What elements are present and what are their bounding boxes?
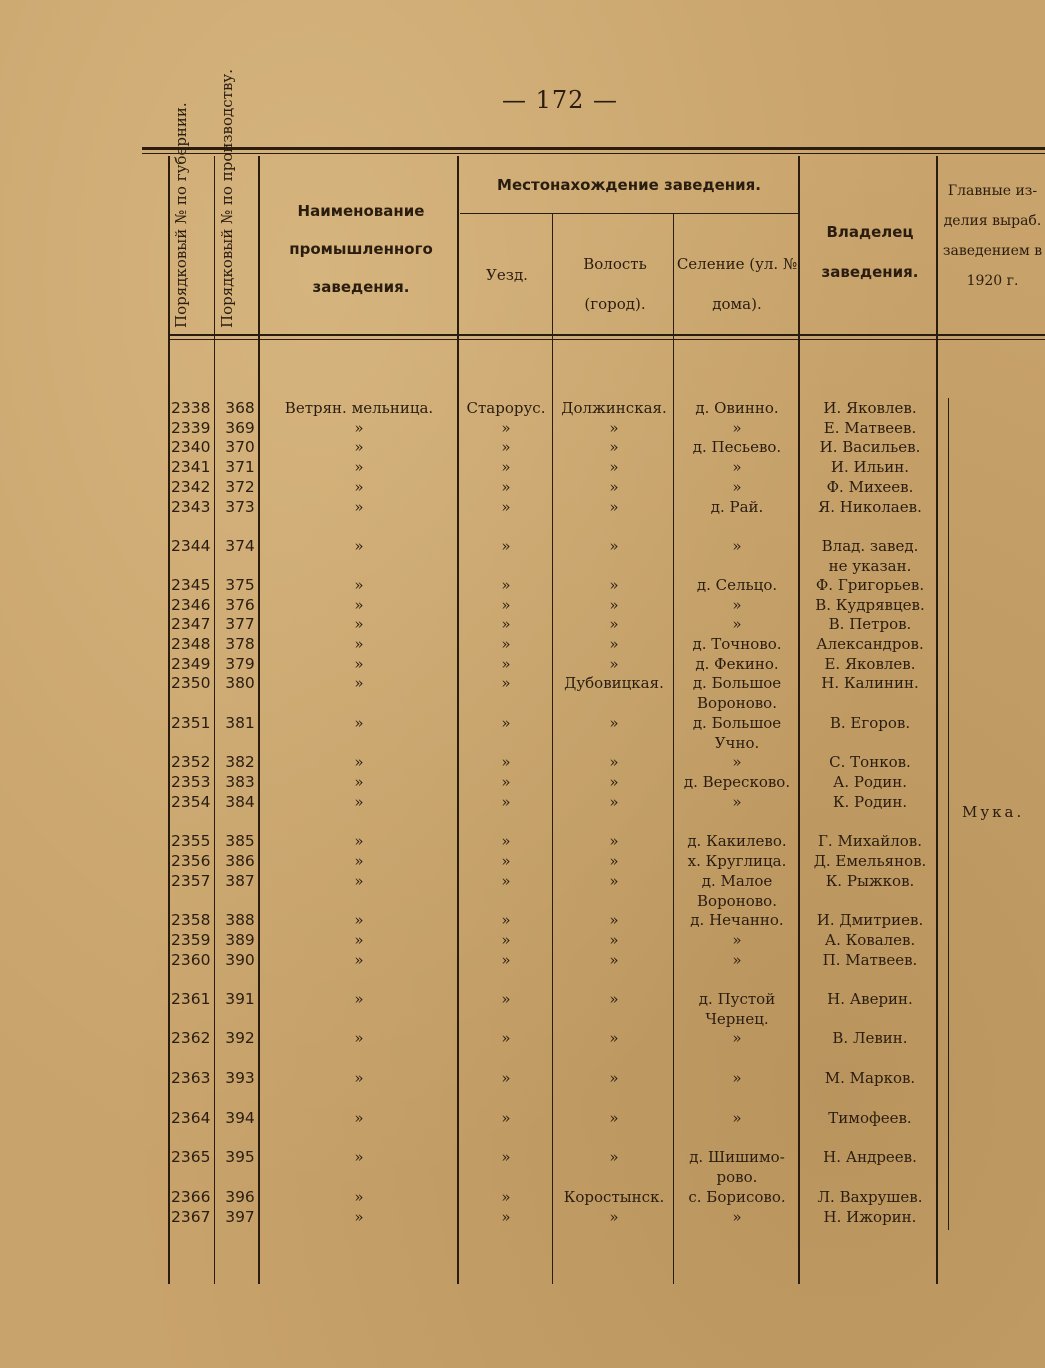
- cell-prod-no: 385: [225, 832, 255, 850]
- cell-volost: »: [609, 635, 619, 653]
- col-line-5: [552, 214, 553, 1284]
- cell-prod-no: 394: [225, 1109, 255, 1127]
- cell-volost: »: [609, 1029, 619, 1047]
- cell-gub-no: 2338: [171, 399, 211, 417]
- cell-owner: А. Ковалев.: [824, 931, 916, 949]
- cell-name: »: [354, 773, 364, 791]
- cell-volost: »: [609, 596, 619, 614]
- cell-prod-no: 375: [225, 576, 255, 594]
- cell-prod-no: 392: [225, 1029, 255, 1047]
- cell-uezd: »: [501, 832, 511, 850]
- cell-volost: »: [609, 1109, 619, 1127]
- col-line-7: [798, 156, 800, 1284]
- cell-selenie: х. Круглица.: [687, 852, 787, 870]
- cell-uezd: »: [501, 478, 511, 496]
- header-gub-no-text: Порядковый № по губернии.: [172, 102, 190, 328]
- cell-selenie: д. Рай.: [710, 498, 764, 516]
- cell-prod-no: 388: [225, 911, 255, 929]
- cell-prod-no: 376: [225, 596, 255, 614]
- cell-prod-no: 379: [225, 655, 255, 673]
- cell-owner-cont: не указан.: [828, 557, 912, 575]
- cell-name: »: [354, 419, 364, 437]
- table-top-rule: [142, 147, 1045, 150]
- cell-name: »: [354, 458, 364, 476]
- cell-owner: Ф. Григорьев.: [815, 576, 925, 594]
- cell-name: »: [354, 1109, 364, 1127]
- cell-gub-no: 2352: [171, 753, 211, 771]
- cell-volost: »: [609, 419, 619, 437]
- cell-volost: »: [609, 911, 619, 929]
- header-products: Главные из-делия выраб. заведением в 1920 г.: [942, 183, 1043, 289]
- cell-uezd: »: [501, 576, 511, 594]
- header-prod-no: [218, 69, 236, 328]
- cell-selenie: »: [732, 478, 742, 496]
- cell-uezd: »: [501, 714, 511, 732]
- cell-prod-no: 373: [225, 498, 255, 516]
- products-brace: [940, 398, 949, 1230]
- cell-uezd: »: [501, 773, 511, 791]
- cell-selenie: д. Овинно.: [695, 399, 779, 417]
- cell-owner: Александров.: [816, 635, 924, 653]
- cell-gub-no: 2342: [171, 478, 211, 496]
- header-uezd: Уезд.: [486, 266, 528, 284]
- cell-selenie: д. Пустой: [698, 990, 776, 1008]
- cell-gub-no: 2345: [171, 576, 211, 594]
- cell-gub-no: 2362: [171, 1029, 211, 1047]
- location-subheader-rule: [460, 213, 798, 214]
- cell-volost: »: [609, 615, 619, 633]
- cell-gub-no: 2341: [171, 458, 211, 476]
- cell-uezd: »: [501, 498, 511, 516]
- cell-uezd: »: [501, 1069, 511, 1087]
- cell-gub-no: 2365: [171, 1148, 211, 1166]
- col-line-6: [673, 214, 674, 1284]
- cell-volost: »: [609, 951, 619, 969]
- cell-name: »: [354, 635, 364, 653]
- cell-gub-no: 2361: [171, 990, 211, 1008]
- cell-owner: Е. Матвеев.: [823, 419, 917, 437]
- cell-volost: Дубовицкая.: [564, 674, 664, 692]
- cell-volost: »: [609, 990, 619, 1008]
- cell-name: »: [354, 596, 364, 614]
- cell-owner: Ф. Михеев.: [826, 478, 914, 496]
- cell-selenie: »: [732, 419, 742, 437]
- cell-uezd: »: [501, 753, 511, 771]
- cell-prod-no: 371: [225, 458, 255, 476]
- cell-prod-no: 389: [225, 931, 255, 949]
- cell-owner: Н. Андреев.: [823, 1148, 917, 1166]
- cell-selenie: д. Большое: [692, 714, 782, 732]
- cell-prod-no: 386: [225, 852, 255, 870]
- cell-prod-no: 381: [225, 714, 255, 732]
- cell-selenie: »: [732, 1109, 742, 1127]
- cell-owner: Д. Емельянов.: [813, 852, 927, 870]
- cell-owner: Н. Ижорин.: [823, 1208, 917, 1226]
- cell-owner: И. Дмитриев.: [816, 911, 924, 929]
- cell-name: »: [354, 872, 364, 890]
- cell-selenie: »: [732, 951, 742, 969]
- cell-gub-no: 2357: [171, 872, 211, 890]
- cell-selenie: »: [732, 1069, 742, 1087]
- cell-name: »: [354, 990, 364, 1008]
- cell-gub-no: 2347: [171, 615, 211, 633]
- cell-selenie: »: [732, 753, 742, 771]
- cell-gub-no: 2351: [171, 714, 211, 732]
- cell-gub-no: 2360: [171, 951, 211, 969]
- cell-volost: »: [609, 852, 619, 870]
- cell-selenie: д. Какилево.: [687, 832, 787, 850]
- cell-name: »: [354, 931, 364, 949]
- cell-selenie: д. Большое: [692, 674, 782, 692]
- cell-volost: Коростынск.: [563, 1188, 665, 1206]
- products-value: Мука.: [962, 803, 1025, 821]
- header-prod-no-text: Порядковый № по производству.: [218, 69, 236, 328]
- cell-selenie: д. Сельцо.: [696, 576, 778, 594]
- cell-name: »: [354, 615, 364, 633]
- cell-uezd: »: [501, 793, 511, 811]
- header-name: Наименование промышленного заведения.: [289, 202, 433, 296]
- cell-selenie: »: [732, 931, 742, 949]
- cell-uezd: »: [501, 537, 511, 555]
- cell-uezd: »: [501, 872, 511, 890]
- cell-owner: К. Родин.: [832, 793, 908, 811]
- cell-volost: »: [609, 498, 619, 516]
- cell-gub-no: 2353: [171, 773, 211, 791]
- cell-selenie: »: [732, 615, 742, 633]
- cell-owner: Влад. завед.: [821, 537, 919, 555]
- cell-gub-no: 2359: [171, 931, 211, 949]
- cell-gub-no: 2350: [171, 674, 211, 692]
- cell-name: »: [354, 438, 364, 456]
- cell-prod-no: 369: [225, 419, 255, 437]
- cell-owner: Е. Яковлев.: [824, 655, 916, 673]
- cell-uezd: »: [501, 1109, 511, 1127]
- cell-gub-no: 2346: [171, 596, 211, 614]
- cell-volost: Должинская.: [561, 399, 667, 417]
- header-bottom-rule: [168, 334, 1045, 336]
- header-volost: Волость (город).: [583, 255, 647, 313]
- cell-volost: »: [609, 478, 619, 496]
- header-gub-no: [172, 102, 190, 328]
- cell-prod-no: 368: [225, 399, 255, 417]
- cell-name: »: [354, 753, 364, 771]
- cell-uezd: »: [501, 852, 511, 870]
- cell-uezd: »: [501, 1029, 511, 1047]
- cell-prod-no: 372: [225, 478, 255, 496]
- cell-volost: »: [609, 714, 619, 732]
- cell-volost: »: [609, 438, 619, 456]
- col-line-4: [457, 156, 459, 1284]
- cell-prod-no: 378: [225, 635, 255, 653]
- col-line-1: [168, 156, 170, 1284]
- cell-gub-no: 2344: [171, 537, 211, 555]
- cell-owner: В. Петров.: [828, 615, 912, 633]
- cell-selenie: д. Точново.: [692, 635, 782, 653]
- cell-name: »: [354, 1188, 364, 1206]
- cell-uezd: »: [501, 1188, 511, 1206]
- cell-name: »: [354, 1208, 364, 1226]
- cell-name: »: [354, 911, 364, 929]
- cell-uezd: »: [501, 438, 511, 456]
- cell-gub-no: 2364: [171, 1109, 211, 1127]
- cell-uezd: »: [501, 419, 511, 437]
- cell-name: »: [354, 498, 364, 516]
- cell-volost: »: [609, 1148, 619, 1166]
- cell-uezd: »: [501, 931, 511, 949]
- cell-prod-no: 384: [225, 793, 255, 811]
- cell-owner: Тимофеев.: [828, 1109, 912, 1127]
- cell-gub-no: 2348: [171, 635, 211, 653]
- cell-name: »: [354, 852, 364, 870]
- cell-owner: М. Марков.: [824, 1069, 916, 1087]
- cell-selenie: д. Фекино.: [695, 655, 779, 673]
- cell-gub-no: 2354: [171, 793, 211, 811]
- table-top-rule-thin: [142, 153, 1045, 154]
- cell-name: »: [354, 674, 364, 692]
- cell-selenie: »: [732, 596, 742, 614]
- cell-uezd: »: [501, 635, 511, 653]
- cell-volost: »: [609, 872, 619, 890]
- cell-volost: »: [609, 537, 619, 555]
- cell-uezd: »: [501, 1148, 511, 1166]
- cell-owner: В. Левин.: [832, 1029, 908, 1047]
- cell-selenie: д. Вересково.: [683, 773, 791, 791]
- cell-selenie: д. Нечанно.: [690, 911, 784, 929]
- header-bottom-rule-thin: [168, 339, 1045, 340]
- cell-uezd: »: [501, 990, 511, 1008]
- cell-owner: Г. Михайлов.: [818, 832, 922, 850]
- cell-selenie-cont: рово.: [716, 1168, 758, 1186]
- cell-selenie: »: [732, 458, 742, 476]
- cell-gub-no: 2349: [171, 655, 211, 673]
- cell-selenie: д. Шишимо-: [689, 1148, 785, 1166]
- cell-name: »: [354, 537, 364, 555]
- cell-name: »: [354, 714, 364, 732]
- cell-selenie: »: [732, 793, 742, 811]
- cell-gub-no: 2356: [171, 852, 211, 870]
- cell-prod-no: 391: [225, 990, 255, 1008]
- cell-gub-no: 2363: [171, 1069, 211, 1087]
- header-owner: Владелец заведения.: [821, 223, 919, 281]
- cell-prod-no: 397: [225, 1208, 255, 1226]
- cell-prod-no: 390: [225, 951, 255, 969]
- cell-selenie: д. Малое: [701, 872, 773, 890]
- cell-volost: »: [609, 1208, 619, 1226]
- cell-selenie: с. Борисово.: [688, 1188, 786, 1206]
- cell-owner: И. Яковлев.: [823, 399, 917, 417]
- header-selenie: Селение (ул. № дома).: [676, 255, 798, 313]
- cell-prod-no: 393: [225, 1069, 255, 1087]
- cell-volost: »: [609, 576, 619, 594]
- cell-name: »: [354, 576, 364, 594]
- cell-name: »: [354, 951, 364, 969]
- cell-name: »: [354, 655, 364, 673]
- cell-prod-no: 395: [225, 1148, 255, 1166]
- cell-name: »: [354, 1148, 364, 1166]
- cell-gub-no: 2340: [171, 438, 211, 456]
- cell-owner: И. Ильин.: [830, 458, 910, 476]
- header-location: Местонахождение заведения.: [497, 176, 761, 194]
- cell-volost: »: [609, 753, 619, 771]
- cell-owner: Л. Вахрушев.: [817, 1188, 923, 1206]
- cell-owner: П. Матвеев.: [822, 951, 918, 969]
- cell-gub-no: 2367: [171, 1208, 211, 1226]
- cell-selenie-cont: Вороново.: [697, 694, 777, 712]
- cell-uezd: »: [501, 596, 511, 614]
- cell-volost: »: [609, 773, 619, 791]
- cell-uezd: »: [501, 674, 511, 692]
- cell-owner: В. Кудрявцев.: [815, 596, 925, 614]
- cell-owner: С. Тонков.: [829, 753, 911, 771]
- cell-volost: »: [609, 931, 619, 949]
- cell-prod-no: 383: [225, 773, 255, 791]
- cell-selenie-cont: Чернец.: [705, 1010, 769, 1028]
- cell-owner: К. Рыжков.: [825, 872, 915, 890]
- cell-volost: »: [609, 832, 619, 850]
- cell-prod-no: 374: [225, 537, 255, 555]
- cell-prod-no: 370: [225, 438, 255, 456]
- cell-gub-no: 2343: [171, 498, 211, 516]
- cell-prod-no: 387: [225, 872, 255, 890]
- cell-selenie: д. Песьево.: [692, 438, 782, 456]
- cell-uezd: »: [501, 911, 511, 929]
- cell-volost: »: [609, 1069, 619, 1087]
- cell-owner: Я. Николаев.: [818, 498, 922, 516]
- cell-uezd: »: [501, 951, 511, 969]
- cell-uezd: »: [501, 1208, 511, 1226]
- cell-name: »: [354, 1029, 364, 1047]
- cell-selenie: »: [732, 537, 742, 555]
- cell-uezd: »: [501, 458, 511, 476]
- cell-selenie: »: [732, 1029, 742, 1047]
- cell-owner: А. Родин.: [832, 773, 908, 791]
- cell-name: Ветрян. мельница.: [284, 399, 434, 417]
- cell-uezd: »: [501, 655, 511, 673]
- page-number: — 172 —: [501, 86, 619, 114]
- cell-gub-no: 2366: [171, 1188, 211, 1206]
- cell-owner: В. Егоров.: [829, 714, 911, 732]
- cell-selenie: »: [732, 1208, 742, 1226]
- cell-uezd: »: [501, 615, 511, 633]
- cell-owner: Н. Калинин.: [821, 674, 919, 692]
- cell-owner: И. Васильев.: [819, 438, 921, 456]
- cell-selenie-cont: Учно.: [714, 734, 760, 752]
- cell-volost: »: [609, 458, 619, 476]
- cell-name: »: [354, 832, 364, 850]
- cell-name: »: [354, 1069, 364, 1087]
- cell-prod-no: 382: [225, 753, 255, 771]
- cell-selenie-cont: Вороново.: [697, 892, 777, 910]
- cell-owner: Н. Аверин.: [827, 990, 913, 1008]
- cell-name: »: [354, 478, 364, 496]
- cell-name: »: [354, 793, 364, 811]
- cell-uezd: Старорус.: [466, 399, 546, 417]
- cell-prod-no: 377: [225, 615, 255, 633]
- cell-gub-no: 2355: [171, 832, 211, 850]
- cell-volost: »: [609, 793, 619, 811]
- cell-prod-no: 396: [225, 1188, 255, 1206]
- cell-gub-no: 2339: [171, 419, 211, 437]
- cell-volost: »: [609, 655, 619, 673]
- cell-prod-no: 380: [225, 674, 255, 692]
- cell-gub-no: 2358: [171, 911, 211, 929]
